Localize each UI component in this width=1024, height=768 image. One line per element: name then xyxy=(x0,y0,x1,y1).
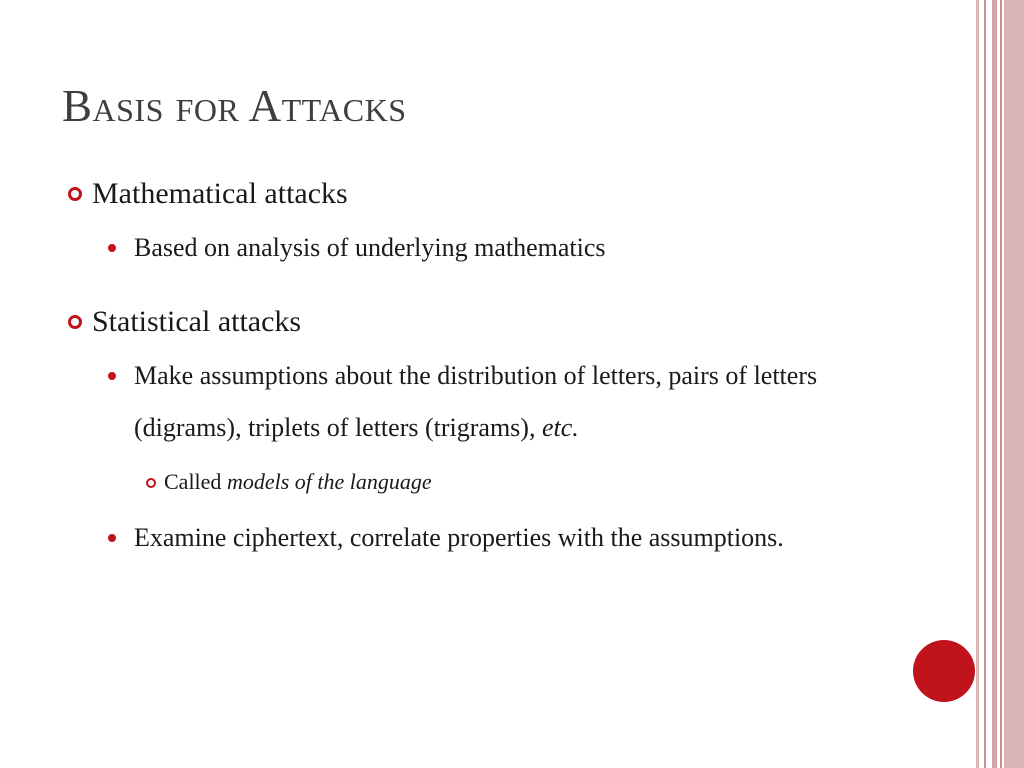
sub-sub-bullet-models xyxy=(62,466,902,498)
border-stripe xyxy=(976,0,979,768)
sub-bullet-analysis xyxy=(62,222,902,274)
decorative-red-circle xyxy=(913,640,975,702)
bullet-text: Statistical attacks xyxy=(92,305,302,338)
border-stripe xyxy=(1000,0,1002,768)
sub-sub-bullet-italic-text: models of the language xyxy=(226,469,432,494)
slide-title: Basis for Attacks xyxy=(62,81,407,131)
ring-bullet-icon xyxy=(68,187,82,201)
ring-bullet-icon xyxy=(146,478,156,488)
bullet-text: Mathematical attacks xyxy=(92,177,348,210)
right-decorative-border xyxy=(976,0,1024,768)
sub-bullet-examine xyxy=(62,512,902,564)
border-stripe xyxy=(984,0,986,768)
sub-sub-bullet-text: Called xyxy=(164,469,227,494)
ring-bullet-icon xyxy=(68,315,82,329)
bullet-statistical-attacks xyxy=(62,300,902,344)
border-stripe xyxy=(992,0,997,768)
dot-bullet-icon xyxy=(108,244,116,252)
slide-body xyxy=(62,172,902,564)
border-stripe xyxy=(1004,0,1024,768)
sub-bullet-text: Examine ciphertext, correlate properties with the assumptions. xyxy=(134,523,784,552)
dot-bullet-icon xyxy=(108,372,116,380)
sub-bullet-assumptions xyxy=(62,350,902,454)
dot-bullet-icon xyxy=(108,534,116,542)
sub-bullet-italic-text: etc. xyxy=(541,413,579,442)
sub-bullet-text: Based on analysis of underlying mathematics xyxy=(134,233,606,262)
bullet-mathematical-attacks xyxy=(62,172,902,216)
sub-bullet-text: Make assumptions about the distribution of letters, pairs of letters (digrams), triplets of letters (trigrams), xyxy=(134,361,818,442)
